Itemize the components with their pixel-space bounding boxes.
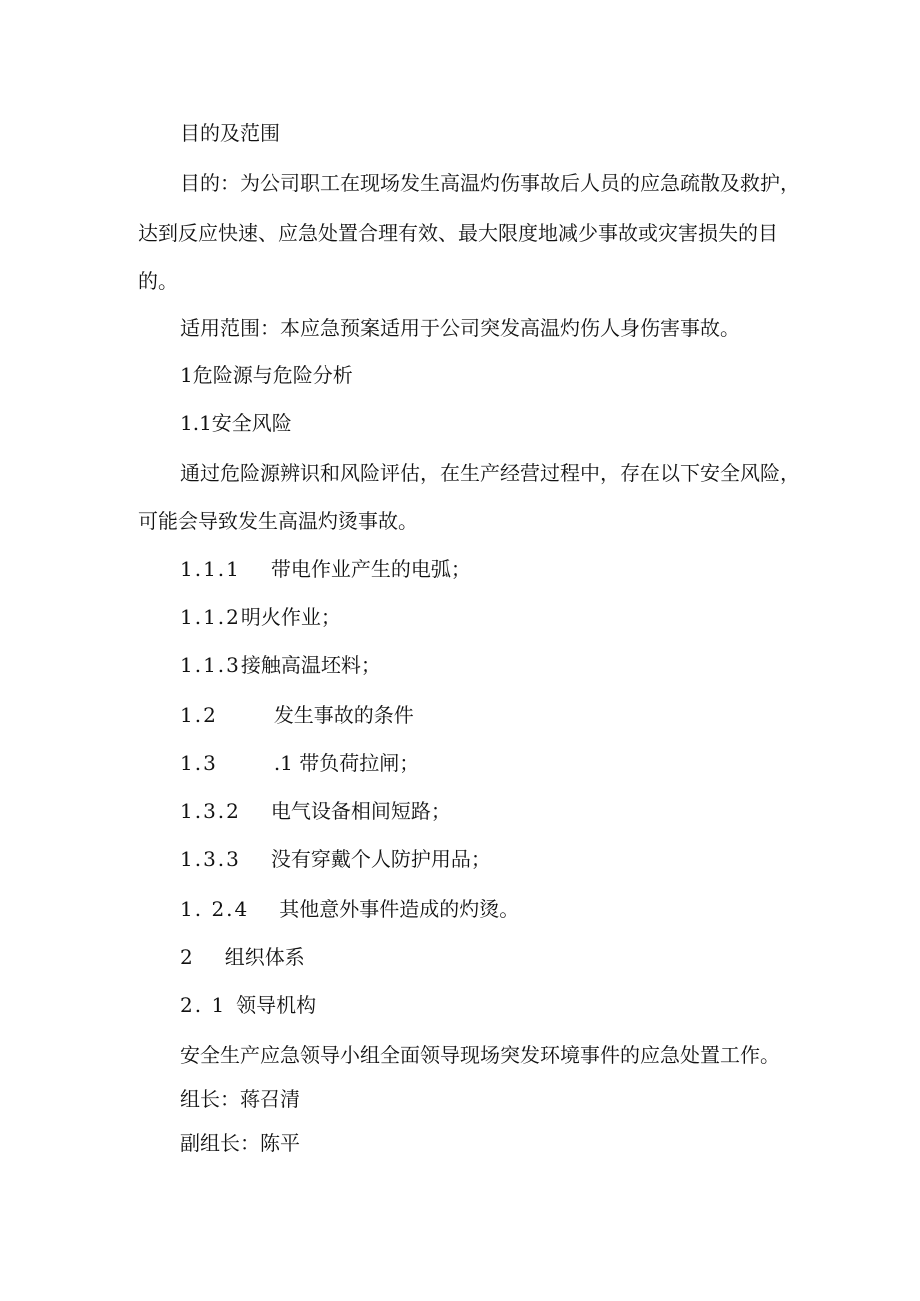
scope-text: 适用范围：本应急预案适用于公司突发高温灼伤人身伤害事故。 (180, 316, 740, 340)
list-item (180, 992, 316, 1018)
item-text: 接触高温坯料； (240, 653, 381, 677)
purpose-line-2: 达到反应快速、应急处置合理有效、最大限度地减少事故或灾害损失的目 (138, 221, 778, 245)
item-text: 电气设备相间短路； (270, 799, 451, 823)
purpose-line-1: 目的：为公司职工在现场发生高温灼伤事故后人员的应急疏散及救护， (180, 171, 800, 195)
list-item (180, 944, 305, 970)
leader-name: 组长：蒋召清 (180, 1087, 300, 1111)
item-number: 2. 1 (180, 993, 227, 1017)
risk-line-1: 通过危险源辨识和风险评估，在生产经营过程中，存在以下安全风险， (180, 461, 800, 485)
item-text: 组织体系 (224, 945, 305, 969)
item-text: 其他意外事件造成的灼烫。 (279, 897, 520, 921)
item-number: 1.3 (180, 751, 218, 775)
risk-line-2: 可能会导致发生高温灼烫事故。 (138, 509, 418, 533)
item-text: 明火作业； (240, 605, 341, 629)
item-number: 1.2 (180, 703, 218, 727)
item-text: 没有穿戴个人防护用品； (270, 847, 491, 871)
heading-1-1: 1.1安全风险 (180, 411, 292, 435)
list-item (180, 750, 419, 776)
deputy-leader-name: 副组长：陈平 (180, 1131, 300, 1155)
item-number: 1.1.2 (180, 605, 241, 629)
list-item (180, 604, 341, 630)
item-number: 1.1.3 (180, 653, 241, 677)
heading-1: 1危险源与危险分析 (180, 363, 353, 387)
purpose-line-3: 的。 (138, 269, 178, 293)
list-item (180, 896, 519, 922)
leadership-description: 安全生产应急领导小组全面领导现场突发环境事件的应急处置工作。 (180, 1043, 780, 1067)
item-text: 发生事故的条件 (273, 703, 414, 727)
list-item (180, 846, 491, 872)
item-number: 1.1.1 (180, 557, 241, 581)
item-number: 1. 2.4 (180, 897, 250, 921)
item-text: 领导机构 (236, 993, 317, 1017)
list-item (180, 556, 471, 582)
list-item (180, 798, 451, 824)
item-text: 带电作业产生的电弧； (270, 557, 471, 581)
section-title: 目的及范围 (180, 121, 280, 145)
list-item (180, 652, 381, 678)
list-item (180, 702, 414, 728)
item-number: 2 (180, 945, 195, 969)
item-number: 1.3.3 (180, 847, 241, 871)
item-text: .1 带负荷拉闸； (273, 751, 420, 775)
item-number: 1.3.2 (180, 799, 241, 823)
